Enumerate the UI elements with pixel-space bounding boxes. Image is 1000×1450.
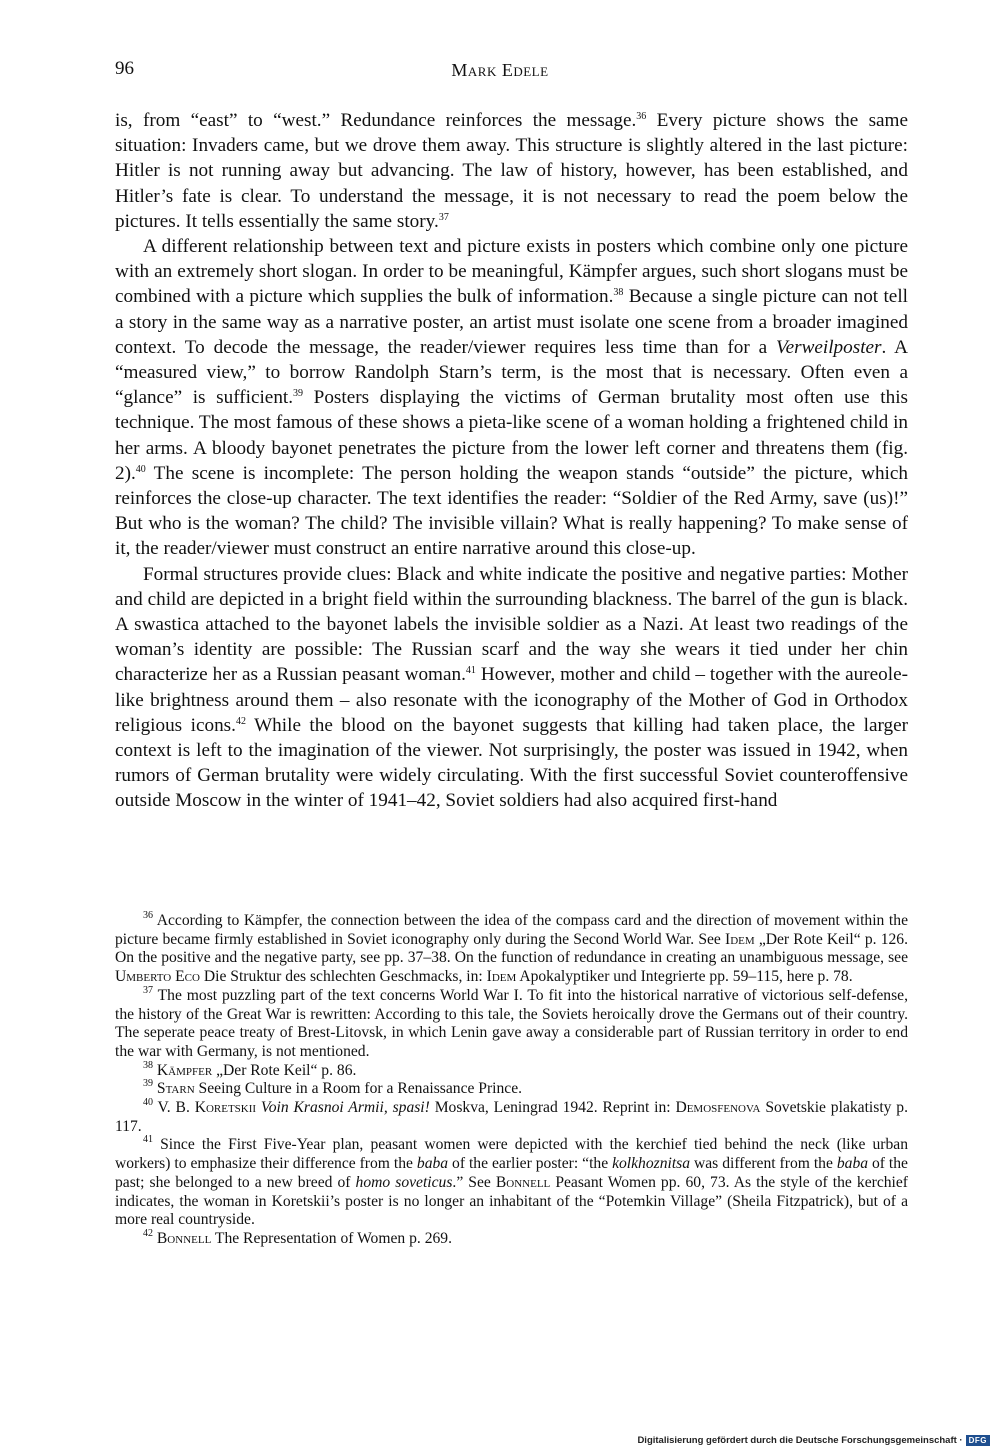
footnote-36: [115, 912, 908, 987]
text-run: was different from the: [690, 1155, 837, 1173]
small-caps-name: Kämpfer: [156, 1061, 213, 1079]
paragraph-2: [115, 234, 908, 562]
dfg-logo-icon: DFG: [966, 1435, 990, 1446]
italic-title: Voin Krasnoi Armii, spasi!: [260, 1099, 430, 1117]
small-caps-name: Koretskii: [194, 1099, 257, 1117]
text-run: .” See: [452, 1173, 496, 1191]
text-run: Every picture shows the same situation: Invaders came, but we drove them away. This structure is slightly altered in the last picture: Hitler is not running away but advancing. The law of history, however, has been established, and Hitler’s fate is clear. To understand the message, it is not necessary to read the poem below the pictures. It tells essentially the same story.: [115, 110, 908, 232]
text-run: However, mother and child – together with the aureole-like brightness around them – also resonate with the iconography of the Mother of God in Orthodox religious icons.: [115, 664, 908, 736]
text-run: A different relationship between text and picture exists in posters which combine only one picture with an extremely short slogan. In order to be meaningful, Kämpfer argues, such short slogans must be combined with a picture which supplies the bulk of information.: [115, 236, 908, 308]
small-caps-name: Bonnell: [156, 1229, 212, 1247]
small-caps-name: Starn: [156, 1080, 195, 1098]
text-run: V. B.: [153, 1099, 195, 1117]
text-run: Since the First Five-Year plan, peasant women were depicted with the kerchief tied behind the neck (like urban workers) to emphasize their difference from the: [115, 1136, 908, 1173]
text-run: of the earlier poster: “the: [448, 1155, 613, 1173]
italic-term: baba: [836, 1155, 869, 1173]
footnote-ref-39: 39: [293, 388, 304, 400]
text-run: is, from “east” to “west.” Redundance reinforces the message.: [115, 110, 637, 131]
small-caps-name: Umberto Eco: [115, 968, 200, 986]
page-number: 96: [115, 58, 134, 79]
text-run: „Der Rote Keil“ p. 86.: [212, 1061, 357, 1079]
footnote-42: [115, 1227, 908, 1249]
paragraph-3: [115, 562, 908, 814]
footnote-37: [115, 984, 908, 1062]
footnote-number: 40: [143, 1097, 153, 1109]
footnote-ref-37: 37: [438, 211, 449, 223]
text-run: Posters displaying the victims of German brutality most often use this technique. The most famous of these shows a pieta-like scene of a woman holding a frightened child in her arms. A bloody bayonet penetrates the picture from the lower left corner and threatens them (fig. 2).: [115, 387, 908, 484]
text-run: of the past; she belonged to a new breed of: [115, 1155, 908, 1191]
footnote-number: 38: [143, 1059, 153, 1071]
footnote-39: [115, 1080, 908, 1099]
small-caps-name: Idem: [725, 930, 755, 948]
footnote-ref-41: 41: [465, 665, 476, 677]
small-caps-name: Demosfenova: [675, 1099, 761, 1117]
footnote-ref-42: 42: [235, 715, 246, 727]
text-run: Seeing Culture in a Room for a Renaissance Prince.: [194, 1080, 523, 1098]
text-run: The Representation of Women p. 269.: [211, 1229, 452, 1247]
text-run: The scene is incomplete: The person holding the weapon stands “outside” the picture, which reinforces the close-up character. The text identifies the reader: “Soldier of the Red Army, save (us)!” But who is the woman? The child? The invisible villain? What is really happening? To make sense of it, the reader/viewer must construct an entire narrative around this close-up.: [115, 462, 908, 560]
italic-term: homo soveticus: [355, 1173, 453, 1191]
italic-term: baba: [416, 1155, 449, 1173]
digitization-footer: [637, 1435, 990, 1446]
footnote-ref-36: 36: [636, 111, 647, 122]
text-run: Die Struktur des schlechten Geschmacks, in:: [199, 968, 487, 986]
text-run: According to Kämpfer, the connection between the idea of the compass card and the direction of movement within the picture became firmly established in Soviet iconography only during the Second World War. See: [115, 912, 908, 948]
footnote-number: 37: [143, 984, 153, 996]
text-run: Formal structures provide clues: Black and white indicate the positive and negative parties: Mother and child are depicted in a bright field within the surrounding blackness. The barrel of the gun is black. A swastica attached to the bayonet labels the invisible soldier as a Nazi. At least two readings of the woman’s identity are possible: The Russian scarf and the way she wears it tied under her chin characterize her as a Russian peasant woman.: [115, 563, 908, 686]
footnote-38: [115, 1059, 908, 1081]
footnote-40: [115, 1099, 908, 1136]
italic-term: kolkhoznitsa: [612, 1155, 691, 1173]
footnote-ref-40: 40: [135, 463, 146, 475]
text-run: While the blood on the bayonet suggests that killing had taken place, the larger context is left to the imagination of the viewer. Not surprisingly, the poster was issued in 1942, when rumors of German brutality were widely circulating. With the first successful Soviet counteroffensive outside Moscow in the winter of 1941–42, Soviet soldiers had also acquired first-hand: [115, 714, 909, 812]
footer-text: Digitalisierung gefördert durch die Deutsche Forschungsgemeinschaft ·: [637, 1435, 963, 1446]
text-run: . A “measured view,” to borrow Randolph Starn’s term, is the most that is necessary. Often even a “glance” is sufficient.: [115, 336, 908, 409]
footnote-number: 36: [143, 910, 153, 921]
main-body-text: [115, 108, 908, 814]
small-caps-name: Idem: [486, 968, 517, 986]
footnotes: [115, 912, 908, 1249]
italic-term: Verweilposter: [776, 336, 882, 358]
text-run: Moskva, Leningrad 1942. Reprint in:: [429, 1099, 676, 1117]
footnote-number: 42: [143, 1227, 153, 1239]
text-run: Sovetskie plakatisty p. 117.: [115, 1099, 908, 1135]
running-head-author: Mark Edele: [451, 60, 549, 80]
text-run: The most puzzling part of the text concerns World War I. To fit into the historical narrative of victorious self-defense, the history of the Great War is rewritten: According to this tale, the Soviets heroically drove the Germans out of their country. The seperate peace treaty of Brest-Litovsk, in which Lenin gave away a considerable part of Russian territory in order to end the war with Germany, is not mentioned.: [115, 986, 908, 1060]
text-run: Peasant Women pp. 60, 73. As the style of the kerchief indicates, the woman in Koretskii’s poster is no longer an inhabitant of the “Potemkin Village” (Sheila Fitzpatrick), but of a more real countryside.: [115, 1173, 908, 1229]
text-run: Because a single picture can not tell a story in the same way as a narrative poster, an artist must isolate one scene from a broader imagined context. To decode the message, the reader/viewer requires less time than for a: [115, 286, 908, 358]
footnote-number: 39: [143, 1078, 153, 1090]
text-run: Apokalyptiker und Integrierte pp. 59–115, here p. 78.: [516, 968, 853, 986]
text-run: „Der Rote Keil“ p. 126. On the positive and the negative party, see pp. 37–38. On the function of redundance in creating an unambiguous message, see: [115, 930, 908, 967]
footnote-41: [115, 1136, 908, 1230]
footnote-ref-38: 38: [613, 287, 624, 299]
small-caps-name: Bonnell: [495, 1173, 551, 1191]
paragraph-1: [115, 108, 908, 234]
footnote-number: 41: [143, 1134, 153, 1146]
